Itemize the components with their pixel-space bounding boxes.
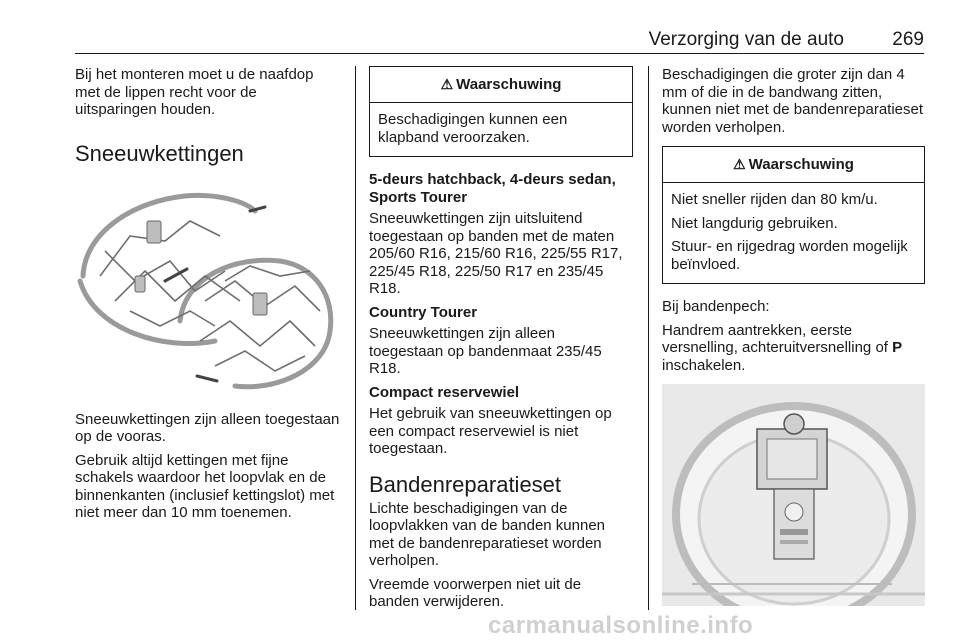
- subheading-country-tourer: Country Tourer: [369, 303, 478, 321]
- warning-box: [369, 66, 633, 157]
- column-1: [75, 66, 341, 528]
- paragraph-vooras: Sneeuwkettingen zijn alleen toegestaan op de vooras.: [75, 410, 340, 445]
- column-3: [662, 66, 925, 606]
- warning-line-1: Niet sneller rijden dan 80 km/u.: [671, 191, 878, 208]
- column-divider: [355, 66, 356, 610]
- warning-line-3: Stuur- en rijgedrag worden mogelijk beïnvloed.: [671, 238, 908, 273]
- paragraph-fijne-schakels: Gebruik altijd kettingen met fijne schakels waardoor het loopvlak en de binnenkanten (inclusief kettingslot) met niet meer dan 10 mm toenemen.: [75, 451, 335, 521]
- warning-triangle-icon: ⚠: [440, 75, 454, 92]
- paragraph-vreemde-voorwerpen: Vreemde voorwerpen niet uit de banden verwijderen.: [369, 575, 582, 610]
- warning-triangle-icon: ⚠: [733, 155, 746, 172]
- intro-paragraph: Bij het monteren moet u de naafdop met de lippen recht voor de uitsparingen houden.: [75, 66, 314, 118]
- paragraph-beschadigingen-groter: Beschadigingen die groter zijn dan 4 mm of die in de bandwang zitten, kunnen niet met de bandenreparatieset worden verholpen.: [662, 66, 924, 136]
- paragraph-lichte-beschadigingen: Lichte beschadigingen van de loopvlakken van de banden kunnen met de bandenreparatieset worden verholpen.: [369, 499, 606, 569]
- warning-line-2: Niet langdurig gebruiken.: [671, 214, 838, 232]
- heading-bandenreparatieset: Bandenreparatieset: [369, 471, 562, 497]
- subheading-hatchback: 5-deurs hatchback, 4-deurs sedan, Sports Tourer: [369, 171, 616, 206]
- warning-title: ⚠ Waarschuwing: [370, 67, 632, 103]
- paragraph-bandenmaten: Sneeuwkettingen zijn uitsluitend toegestaan op banden met de maten 205/60 R16, 215/60 R16, 225/55 R17, 225/45 R18, 225/50 R17 en 235/45 R18.: [369, 210, 623, 297]
- watermark: carmanualsonline.info: [488, 612, 754, 639]
- warning-text: Beschadigingen kunnen een klapband veroorzaken.: [378, 111, 568, 146]
- paragraph-compact-reservewiel: Het gebruik van sneeuwkettingen op een compact reservewiel is niet toegestaan.: [369, 405, 612, 457]
- paragraph-country-tourer: Sneeuwkettingen zijn alleen toegestaan op bandenmaat 235/45 R18.: [369, 325, 602, 377]
- page-number: 269: [892, 29, 924, 50]
- column-2: [369, 66, 633, 617]
- subheading-compact-reservewiel: Compact reservewiel: [369, 383, 520, 401]
- snow-chains-illustration: [75, 181, 341, 399]
- column-divider: [648, 66, 649, 610]
- warning-box: [662, 146, 925, 284]
- paragraph-handrem: Handrem aantrekken, eerste versnelling, achteruitversnelling of P inschakelen.: [662, 321, 903, 374]
- paragraph-bij-bandenpech: Bij bandenpech:: [662, 298, 770, 315]
- warning-title: ⚠ Waarschuwing: [663, 147, 924, 183]
- heading-sneeuwkettingen: Sneeuwkettingen: [75, 140, 244, 166]
- page-header: [75, 28, 924, 54]
- section-title: Verzorging van de auto: [648, 29, 844, 50]
- tyre-repair-kit-illustration: [662, 384, 925, 606]
